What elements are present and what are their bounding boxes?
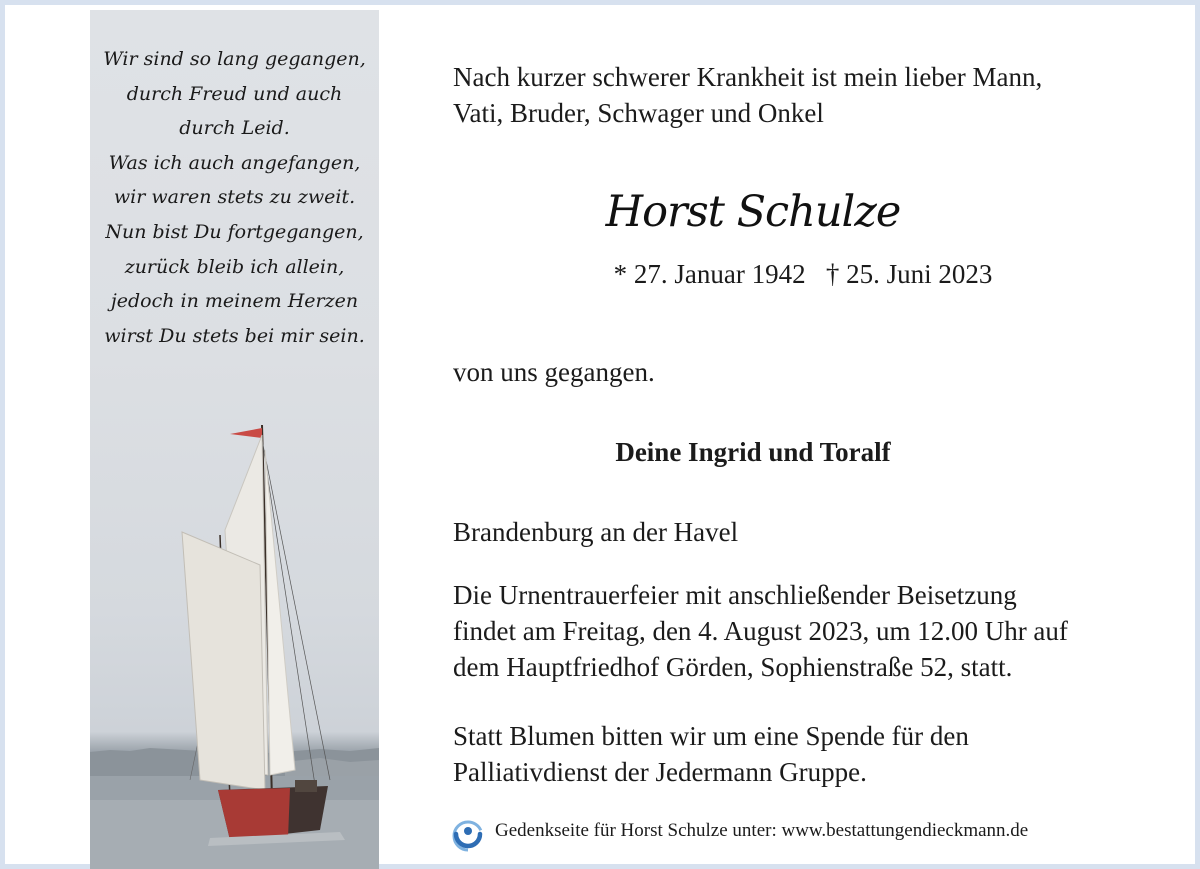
memorial-page-link[interactable] xyxy=(495,820,1028,842)
poem-line: Was ich auch angefangen, xyxy=(108,151,361,174)
poem-panel xyxy=(90,10,379,869)
poem-line: wir waren stets zu zweit. xyxy=(113,186,356,209)
birth-date: * 27. Januar 1942 xyxy=(613,259,806,289)
footer-text[interactable]: Gedenkseite für Horst Schulze unter: www.bestattungendieckmann.de xyxy=(495,820,1029,841)
ceremony-info xyxy=(453,577,1068,685)
funeral-home-logo-icon xyxy=(451,820,485,852)
intro-text xyxy=(453,59,1042,131)
poem-line: durch Leid. xyxy=(179,117,290,140)
intro-line: Nach kurzer schwerer Krankheit ist mein lieber Mann, xyxy=(453,62,1043,92)
poem xyxy=(90,42,379,353)
deceased-name: Horst Schulze xyxy=(605,187,901,237)
poem-line: jedoch in meinem Herzen xyxy=(110,290,359,313)
life-dates xyxy=(453,259,1153,290)
city: Brandenburg an der Havel xyxy=(453,517,739,547)
donation-line: Statt Blumen bitten wir um eine Spende für den xyxy=(453,721,969,751)
donation-info xyxy=(453,718,969,790)
poem-line: Wir sind so lang gegangen, xyxy=(103,48,366,70)
mourners-signature: Deine Ingrid und Toralf xyxy=(615,437,891,467)
ceremony-line: findet am Freitag, den 4. August 2023, um 12.00 Uhr auf xyxy=(453,616,1068,646)
ceremony-line: dem Hauptfriedhof Görden, Sophienstraße 52, statt. xyxy=(453,652,1013,682)
death-date: † 25. Juni 2023 xyxy=(825,259,993,289)
passed-away-text: von uns gegangen. xyxy=(453,357,655,387)
donation-line: Palliativdienst der Jedermann Gruppe. xyxy=(453,757,867,787)
poem-line: zurück bleib ich allein, xyxy=(124,255,345,278)
poem-line: wirst Du stets bei mir sein. xyxy=(104,324,365,347)
poem-line: durch Freud und auch xyxy=(126,82,343,105)
intro-line: Vati, Bruder, Schwager und Onkel xyxy=(453,98,824,128)
poem-line: Nun bist Du fortgegangen, xyxy=(105,220,364,243)
ceremony-line: Die Urnentrauerfeier mit anschließender Beisetzung xyxy=(453,580,1017,610)
